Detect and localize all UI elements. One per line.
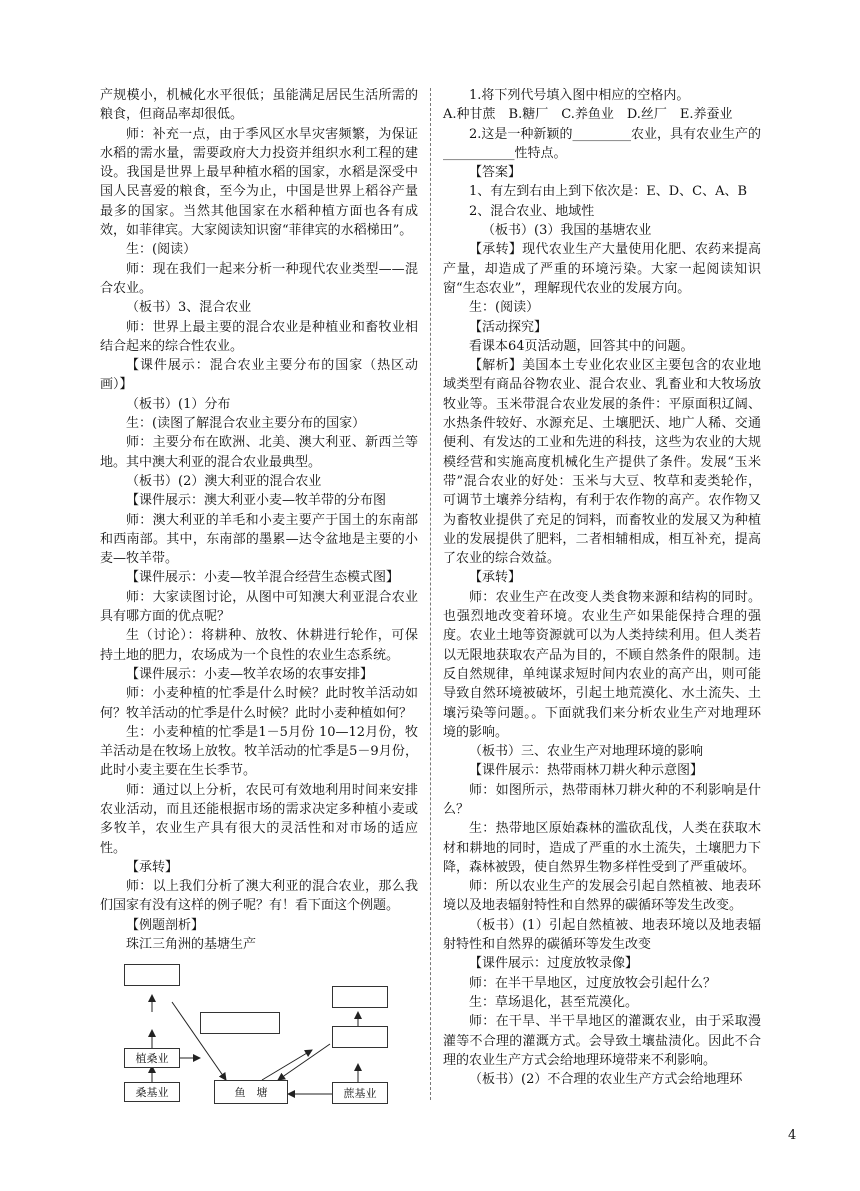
paragraph: 2.这是一种新颖的_________农业，具有农业生产的___________性特点。	[443, 126, 761, 161]
left-paragraphs	[100, 86, 418, 954]
paragraph: 珠江三角洲的基塘生产	[126, 937, 257, 953]
paragraph: 师：在半干旱地区，过度放牧会引起什么？	[469, 975, 717, 991]
paragraph: （板书）(3）我国的基塘农业	[482, 223, 652, 239]
left-column	[100, 86, 418, 1112]
paragraph: 生：(读图了解混合农业主要分布的国家）	[126, 416, 366, 432]
paragraph: 【课件展示：混合农业主要分布的国家（热区动画）】	[100, 358, 418, 393]
paragraph: （板书）三、农业生产对地理环境的影响	[469, 744, 704, 760]
label-silkworm: 植桑业	[135, 1052, 169, 1066]
paragraph: 【答案】	[469, 165, 522, 181]
label-mulberry: 桑基业	[135, 1086, 169, 1100]
box-fish-pond	[214, 1080, 288, 1104]
paragraph: 师：在干旱、半干旱地区的灌溉农业，由于采取漫灌等不合理的灌溉方式。会导致土壤盐渍化。因此不合理的农业生产方式会给地理环境带来不利影响。	[443, 1014, 761, 1068]
paragraph: 生：小麦种植的忙季是1－5月份 10—12月份，牧羊活动是在牧场上放牧。牧羊活动的忙季是5－9月份，此时小麦主要在生长季节。	[100, 724, 418, 779]
page-number: 4	[788, 1128, 797, 1143]
paragraph: 师：所以农业生产的发展会引起自然植被、地表环境以及地表辐射特性和自然界的碳循环等发生改变。	[443, 879, 761, 914]
paragraph: 师：澳大利亚的羊毛和小麦主要产于国土的东南部和西南部。其中，东南部的墨累—达令盆地是主要的小麦—牧羊带。	[100, 512, 418, 567]
paragraph: （板书）(2）澳大利亚的混合农业	[126, 473, 322, 489]
right-column	[443, 86, 761, 1089]
paragraph: 生（讨论）：将耕种、放牧、休耕进行轮作，可保持土地的肥力，农场成为一个良性的农业生态系统。	[100, 628, 418, 663]
right-paragraphs	[443, 86, 761, 1089]
paragraph: 1、有左到右由上到下依次是：E、D、C、A、B	[469, 184, 748, 200]
column-divider	[430, 88, 431, 1100]
paragraph: （板书）(2）不合理的农业生产方式会给地理环	[469, 1072, 743, 1088]
paragraph: 【课件展示：小麦—牧羊农场的农事安排】	[126, 666, 374, 682]
box-right-mid-blank	[332, 1026, 388, 1048]
paragraph: 师：现在我们一起来分析一种现代农业类型——混合农业。	[100, 261, 418, 296]
paragraph: 【课件展示：小麦—牧羊混合经营生态模式图】	[126, 570, 400, 586]
paragraph: 【承转】	[469, 570, 522, 586]
paragraph: 看课本64页活动题，回答其中的问题。	[469, 338, 694, 354]
paragraph: 师：世界上最主要的混合农业是种植业和畜牧业相结合起来的综合性农业。	[100, 319, 418, 354]
box-sugarcane	[332, 1082, 388, 1104]
paragraph: 师：小麦种植的忙季是什么时候？此时牧羊活动如何？牧羊活动的忙季是什么时候？此时小麦种植如何？	[100, 686, 418, 721]
paragraph: 【承转】	[126, 859, 179, 875]
paragraph: 生：热带地区原始森林的滥砍乱伐，人类在获取木材和耕地的同时，造成了严重的水土流失，土壤肥力下降，森林被毁，使自然界生物多样性受到了严重破坏。	[443, 821, 761, 875]
paragraph: 1.将下列代号填入图中相应的空格内。	[469, 88, 690, 103]
paragraph: 【课件展示：澳大利亚小麦—牧羊带的分布图	[126, 493, 387, 509]
box-right-top-blank	[332, 986, 388, 1008]
box-top-left-blank	[124, 964, 180, 986]
paragraph: （板书）(1）引起自然植被、地表环境以及地表辐射特性和自然界的碳循环等发生改变	[443, 917, 761, 953]
paragraph: 师：农业生产在改变人类食物来源和结构的同时。也强烈地改变着环境。农业生产如果能保持合理的强度。农业土地等资源就可以为人类持续利用。但人类若以无限地获取农产品为目的，不顾自然条件的限制。违反自然规律，单纯谋求短时间内农业的高产出，则可能导致自然环境被破坏，引起土地荒漠化、水土流失、土壤污染等问题。。下面就我们来分析农业生产对地理环境的影响。	[443, 589, 761, 740]
fish-pond-diagram	[100, 960, 400, 1112]
label-fish-pond: 鱼 塘	[234, 1086, 268, 1100]
paragraph: 生：草场退化，甚至荒漠化。	[469, 994, 639, 1010]
paragraph: 【课件展示：热带雨林刀耕火种示意图】	[469, 763, 704, 779]
paragraph: 【解析】美国本土专业化农业区主要包含的农业地域类型有商品谷物农业、混合农业、乳畜业和大牧场放牧业等。玉米带混合农业发展的条件：平原面积辽阔、水热条件较好、水源充足、土壤肥沃、地广人稀、交通便利、有发达的工业和先进的科技，这些为农业的大规模经营和实施高度机械化生产提供了条件。发展“玉米带”混合农业的好处：玉米与大豆、牧草和麦类轮作，可调节土壤养分结构，有利于农作物的高产。农作物又为畜牧业提供了充足的饲料，而畜牧业的发展又为种植业的发展提供了肥料，二者相辅相成，相互补充，提高了农业的综合效益。	[443, 358, 761, 567]
paragraph: 师：主要分布在欧洲、北美、澳大利亚、新西兰等地。其中澳大利亚的混合农业最典型。	[100, 435, 418, 470]
box-mid-left-blank	[200, 1012, 280, 1034]
paragraph: 【活动探究】	[469, 319, 548, 335]
paragraph: （板书）(1）分布	[126, 396, 231, 412]
paragraph: 生：(阅读）	[126, 242, 197, 258]
box-mulberry	[124, 1082, 180, 1102]
box-silkworm	[124, 1048, 180, 1068]
paragraph: A.种甘蔗 B.糖厂 C.养鱼业 D.丝厂 E.养蚕业	[443, 107, 733, 123]
label-sugarcane: 蔗基业	[343, 1087, 377, 1101]
paragraph: 生：(阅读）	[469, 300, 540, 316]
paragraph: 师：补充一点，由于季风区水旱灾害频繁，为保证水稻的需水量，需要政府大力投资并组织水利工程的建设。我国是世界上最早种植水稻的国家，水稻是深受中国人民喜爱的粮食，至今为止，中国是世界上稻谷产量最多的国家。当然其他国家在水稻种植方面也各有成效，如菲律宾。大家阅读知识窗“菲律宾的水稻梯田”。	[100, 126, 418, 239]
paragraph: 2、混合农业、地域性	[469, 203, 595, 219]
paragraph: 产规模小，机械化水平很低；虽能满足居民生活所需的粮食，但商品率却很低。	[100, 88, 418, 123]
paragraph: 师：如图所示，热带雨林刀耕火种的不利影响是什么？	[443, 782, 761, 817]
paragraph: 【承转】现代农业生产大量使用化肥、农药来提高产量，却造成了严重的环境污染。大家一起阅读知识窗“生态农业”，理解现代农业的发展方向。	[443, 242, 761, 296]
paragraph: 师：通过以上分析，农民可有效地利用时间来安排农业活动，而且还能根据市场的需求决定多种植小麦或多牧羊，农业生产具有很大的灵活性和对市场的适应性。	[100, 782, 418, 856]
paragraph: （板书）3、混合农业	[126, 300, 252, 316]
paragraph: 师：大家读图讨论，从图中可知澳大利亚混合农业具有哪方面的优点呢？	[100, 589, 418, 625]
paragraph: 【例题剖析】	[126, 917, 205, 933]
paragraph: 师：以上我们分析了澳大利亚的混合农业，那么我们国家有没有这样的例子呢？有！看下面这个例题。	[100, 879, 418, 914]
paragraph: 【课件展示：过度放牧录像】	[469, 956, 639, 972]
